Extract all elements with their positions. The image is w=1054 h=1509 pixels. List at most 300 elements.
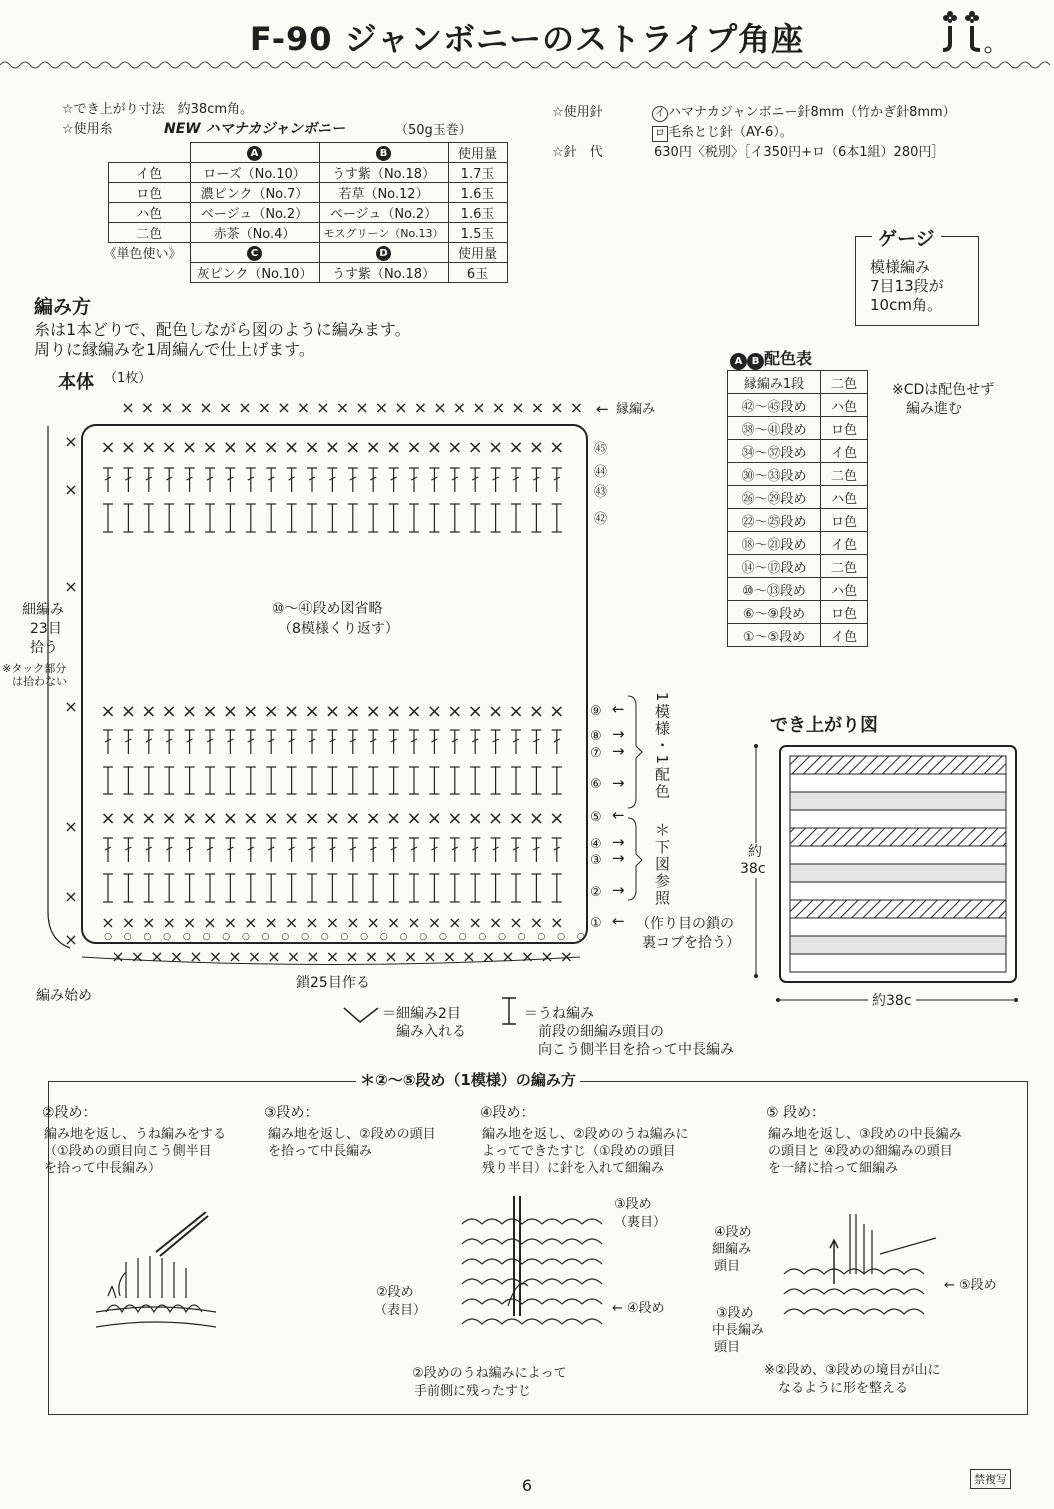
left-note-5: は拾わない	[12, 675, 67, 688]
fig3-note-2: なるように形を整える	[778, 1381, 909, 1396]
sc-stitch-mark: ×	[365, 437, 381, 458]
row-num: ⑦	[590, 746, 602, 761]
edge-stitch-mark: ×	[540, 947, 554, 966]
arrow-left-icon: ←	[612, 806, 625, 824]
chain-stitch-mark: ○	[222, 932, 231, 942]
edge-stitch-mark: ×	[481, 947, 496, 966]
row-color: ハ色	[109, 203, 191, 223]
fig2-label-7: 手前側に残ったすじ	[414, 1384, 532, 1399]
sc-stitch-mark: ×	[161, 808, 177, 829]
omitted-line-2: （8模様くり返す）	[278, 621, 399, 637]
cell-c: 灰ピンク（No.10）	[190, 263, 319, 283]
sc-stitch-mark: ×	[447, 808, 463, 829]
sc-stitch-mark: ×	[244, 913, 258, 932]
cell-amount: 1.6玉	[448, 203, 507, 223]
fig3-label-4: ← ⑤段め	[944, 1278, 997, 1293]
color-table-title	[730, 346, 812, 370]
row-num: ㊸	[594, 485, 608, 500]
edge-stitch-mark: ×	[257, 398, 272, 417]
yarn-label: ☆使用糸	[62, 122, 113, 137]
sc-stitch-mark: ×	[488, 808, 504, 829]
finished-diagram	[746, 740, 1024, 1010]
sc-stitch-mark: ×	[324, 701, 340, 722]
color-note-2: 編み進む	[906, 401, 962, 417]
edge-stitch-mark: ×	[150, 947, 164, 966]
edge-stitch-mark: ×	[64, 697, 78, 716]
sc-stitch-mark: ×	[407, 913, 421, 932]
fig2-label-4: （表目）	[374, 1303, 427, 1318]
needle-2-text: 毛糸とじ針（AY-6）。	[668, 125, 793, 140]
color-table-row	[728, 371, 868, 394]
edge-stitch-mark: ×	[228, 947, 242, 966]
chain-stitch-mark: ○	[557, 932, 566, 942]
ridge-stitch-symbol-icon	[498, 994, 520, 1028]
edge-stitch-mark: ×	[384, 947, 398, 966]
edge-stitch-mark: ×	[316, 398, 330, 417]
sc-stitch-mark: ×	[549, 701, 565, 722]
arrow-right-icon: →	[612, 725, 625, 743]
col-c-badge: C	[247, 246, 262, 261]
rows-cell: ⑥～⑨段め	[728, 601, 821, 624]
col-a-badge: A	[247, 146, 262, 161]
sc-stitch-mark: ×	[324, 808, 340, 829]
edge-stitch-mark: ×	[189, 947, 203, 966]
edge-stitch-mark: ×	[64, 817, 78, 836]
chain-stitch-mark: ○	[498, 932, 506, 942]
step4-title: ④段め：	[480, 1105, 535, 1121]
sc-stitch-mark: ×	[345, 701, 361, 722]
color-table-row	[728, 509, 868, 532]
sc-stitch-mark: ×	[284, 913, 299, 932]
color-table-row	[728, 555, 868, 578]
stripe-band	[790, 846, 1006, 864]
sc-stitch-mark: ×	[141, 437, 157, 458]
stripe-band	[790, 864, 1006, 882]
foundation-note-1: （作り目の鎖の	[636, 916, 734, 932]
edge-stitch-mark: ×	[64, 432, 78, 451]
lower-note: ＊下図参照	[653, 822, 671, 907]
step2-line-2: （①段めの頭目向こう側半目	[44, 1144, 212, 1159]
color-table-title-text: 配色表	[764, 349, 813, 368]
sc-stitch-mark: ×	[222, 437, 238, 458]
chain-stitch-mark: ○	[360, 932, 369, 942]
sc-stitch-mark: ×	[263, 808, 279, 829]
sc-stitch-mark: ×	[427, 913, 442, 932]
fig3-label-6: 中長編み	[712, 1323, 765, 1338]
sc-stitch-mark: ×	[243, 808, 259, 829]
stripe-band	[790, 756, 1006, 774]
left-note-3: 拾う	[30, 640, 58, 656]
sc-stitch-mark: ×	[345, 437, 361, 458]
edge-stitch-mark: ×	[199, 398, 213, 417]
step2-illustration	[86, 1212, 226, 1342]
cell-a: ベージュ（No.2）	[190, 203, 319, 223]
edge-stitch-mark: ×	[121, 398, 135, 417]
row-num: ⑥	[590, 777, 602, 792]
fig2-label-5-text: ④段め	[627, 1301, 665, 1316]
row-num: ⑤	[590, 810, 602, 825]
gauge-title: ゲージ	[872, 224, 941, 251]
step5-title: ⑤ 段め：	[766, 1105, 826, 1121]
cell-b: モスグリーン（No.13）	[319, 223, 448, 243]
row-color: ロ色	[109, 183, 191, 203]
sc-stitch-mark: ×	[549, 437, 565, 458]
fig3-label-2: 細編み	[712, 1242, 752, 1257]
rows-cell: ⑭～⑰段め	[728, 555, 821, 578]
edge-stitch-mark: ×	[169, 947, 184, 966]
sc-stitch-mark: ×	[284, 437, 300, 458]
edge-stitch-mark: ×	[208, 947, 223, 966]
needle-mark-ro: ロ	[652, 126, 668, 142]
fig3-label-5: ③段め	[716, 1306, 754, 1321]
left-note-4: ※タック部分	[2, 662, 67, 675]
row-num: ㊹	[594, 465, 608, 480]
step3-title: ③段め：	[264, 1105, 319, 1121]
edge-stitch-mark: ×	[160, 398, 174, 417]
copy-prohibited-stamp: 禁複写	[970, 1469, 1011, 1489]
fig2-label-1: ③段め	[614, 1197, 652, 1212]
sc-stitch-mark: ×	[426, 701, 442, 722]
edge-stitch-mark: ×	[433, 398, 447, 417]
cell-amount: 6玉	[448, 263, 507, 283]
yarn-unit: （50g玉巻）	[395, 123, 472, 138]
size-spec: ☆でき上がり寸法 約38cm角。	[62, 102, 254, 117]
edge-stitch-mark: ×	[64, 480, 78, 499]
stripe-band	[790, 882, 1006, 900]
step2-line-3: を拾って中長編み）	[44, 1161, 162, 1176]
sc-stitch-mark: ×	[263, 701, 279, 722]
color-cell: ハ色	[821, 578, 868, 601]
chain-stitch-mark: ○	[537, 932, 546, 942]
step5-line-3: を一緒に拾って細編み	[768, 1161, 899, 1176]
edge-stitch-mark: ×	[413, 398, 428, 417]
start-label: 編み始め	[36, 988, 92, 1004]
sc-stitch-mark: ×	[305, 913, 319, 932]
rows-cell: ㊳～㊶段め	[728, 417, 821, 440]
chain-stitch-mark: ○	[379, 932, 388, 942]
step5-illustration	[780, 1214, 940, 1338]
cell-a: ローズ（No.10）	[190, 163, 319, 183]
left-note-2: 23目	[30, 621, 62, 637]
method-line-1: 糸は1本どりで、配色しながら図のように編みます。	[34, 320, 411, 339]
sc-stitch-mark: ×	[528, 808, 544, 829]
yarn-brand: NEW ハマナカジャンボニー	[164, 121, 346, 137]
sc-stitch-mark: ×	[101, 913, 115, 932]
step3-line-1: 編み地を返し、②段めの頭目	[268, 1127, 436, 1142]
arrow-right-icon: →	[612, 742, 625, 760]
cell-amount: 1.6玉	[448, 183, 507, 203]
sc-stitch-mark: ×	[488, 701, 504, 722]
sc-stitch-mark: ×	[203, 913, 217, 932]
needle-1-text: ハマナカジャンボニー針8mm（竹かぎ針8mm）	[668, 105, 956, 120]
arrow-right-icon: →	[612, 849, 625, 867]
arrow-right-icon: →	[612, 881, 625, 899]
stripe-band	[790, 918, 1006, 936]
chain-stitch-mark: ○	[301, 932, 309, 942]
sc-stitch-mark: ×	[324, 437, 340, 458]
edge-stitch-mark: ×	[569, 398, 584, 417]
stripe-band	[790, 936, 1006, 954]
rows-cell: ⑩～⑬段め	[728, 578, 821, 601]
sc-stitch-mark: ×	[161, 437, 177, 458]
edge-stitch-mark: ×	[491, 398, 506, 417]
chain-stitch-mark: ○	[123, 932, 132, 942]
chain-stitch-mark: ○	[241, 932, 250, 942]
sc-stitch-mark: ×	[448, 913, 462, 932]
sc-stitch-mark: ×	[202, 808, 218, 829]
sc-stitch-mark: ×	[182, 808, 198, 829]
color-cell: イ色	[821, 624, 868, 647]
needle-label: ☆使用針	[552, 105, 603, 120]
legend-t-1: ＝うね編み	[524, 1006, 594, 1022]
sc-stitch-mark: ×	[406, 437, 422, 458]
color-cell: 二色	[821, 463, 868, 486]
row-num: ㊷	[594, 512, 608, 527]
edge-stitch-mark: ×	[394, 398, 408, 417]
fig3-label-7: 頭目	[714, 1340, 741, 1355]
sc-stitch-mark: ×	[142, 913, 156, 932]
cell-b: 若草（No.12）	[319, 183, 448, 203]
edge-stitch-mark: ×	[238, 398, 252, 417]
edge-stitch-mark: ×	[403, 947, 418, 966]
sc-stitch-mark: ×	[100, 437, 116, 458]
edge-stitch-mark: ×	[179, 398, 194, 417]
step2-line-1: 編み地を返し、うね編みをする	[44, 1127, 227, 1142]
sc-stitch-mark: ×	[120, 701, 136, 722]
sc-stitch-mark: ×	[549, 808, 565, 829]
step4-illustration	[458, 1196, 608, 1346]
stripe-band	[790, 954, 1006, 972]
sc-stitch-mark: ×	[508, 701, 524, 722]
sc-stitch-mark: ×	[447, 437, 463, 458]
edge-stitch-mark: ×	[364, 947, 379, 966]
sc-stitch-mark: ×	[202, 437, 218, 458]
sc-stitch-mark: ×	[325, 913, 340, 932]
color-cell: 二色	[821, 555, 868, 578]
steps-title: ＊②～⑤段め（1模様）の編み方	[356, 1071, 580, 1090]
edge-stitch-mark: ×	[64, 930, 78, 949]
sc-stitch-mark: ×	[365, 701, 381, 722]
edge-stitch-mark: ×	[374, 398, 389, 417]
badge-a: A	[730, 353, 747, 370]
sc-stitch-mark: ×	[182, 913, 197, 932]
sc-stitch-mark: ×	[121, 913, 136, 932]
edge-label: 縁編み	[616, 402, 656, 417]
edge-stitch-mark: ×	[296, 398, 311, 417]
amount-header: 使用量	[448, 143, 507, 163]
sc-stitch-mark: ×	[509, 913, 523, 932]
edge-stitch-mark: ×	[520, 947, 535, 966]
needle-mark-i: イ	[652, 106, 668, 122]
sc-stitch-mark: ×	[284, 808, 300, 829]
edge-stitch-mark: ×	[452, 398, 467, 417]
edge-stitch-mark: ×	[111, 947, 125, 966]
method-heading: 編み方	[34, 296, 92, 318]
edge-stitch-mark: ×	[306, 947, 320, 966]
rows-cell: ㊷～㊺段め	[728, 394, 821, 417]
chain-stitch-mark: ○	[576, 932, 585, 942]
cell-b: うす紫（No.18）	[319, 163, 448, 183]
cell-a: 赤茶（No.4）	[190, 223, 319, 243]
rows-cell: ㉞～㊲段め	[728, 440, 821, 463]
cell-a: 濃ピンク（No.7）	[190, 183, 319, 203]
row-num: ③	[590, 853, 602, 868]
sc-stitch-mark: ×	[426, 437, 442, 458]
edge-stitch-mark: ×	[64, 887, 78, 906]
badge-b: B	[747, 353, 764, 370]
bracket-lines	[626, 694, 646, 914]
sc-stitch-mark: ×	[243, 701, 259, 722]
sc-stitch-mark: ×	[528, 437, 544, 458]
brand-logo	[938, 6, 996, 56]
edge-stitch-mark: ×	[462, 947, 476, 966]
sc-stitch-mark: ×	[345, 808, 361, 829]
color-cell: ロ色	[821, 417, 868, 440]
arrow-right-icon: →	[612, 774, 625, 792]
edge-stitch-mark: ×	[64, 577, 78, 596]
amount-header: 使用量	[448, 243, 507, 263]
color-table-row	[728, 578, 868, 601]
row-num: ⑧	[590, 729, 602, 744]
chain-stitch-mark: ○	[478, 932, 487, 942]
sc-stitch-mark: ×	[263, 437, 279, 458]
sc-stitch-mark: ×	[346, 913, 360, 932]
stripe-band	[790, 774, 1006, 792]
width-label: 約38c	[868, 992, 916, 1010]
fig2-label-2: （裏目）	[614, 1215, 667, 1230]
step2-title: ②段め：	[42, 1105, 97, 1121]
decorative-border	[0, 58, 1054, 72]
color-cell: ハ色	[821, 394, 868, 417]
chain-stitch-mark: ○	[261, 932, 270, 942]
chain-stitch-mark: ○	[517, 932, 526, 942]
edge-stitch-mark: ×	[325, 947, 340, 966]
sc-stitch-mark: ×	[141, 701, 157, 722]
sc-stitch-mark: ×	[386, 701, 402, 722]
row-color: イ色	[109, 163, 191, 183]
yarn-table	[103, 142, 508, 283]
needle-1	[652, 104, 956, 122]
color-table-row	[728, 463, 868, 486]
edge-stitch-mark: ×	[530, 398, 545, 417]
sc-stitch-mark: ×	[284, 701, 300, 722]
stripe-band	[790, 810, 1006, 828]
edge-stitch-mark: ×	[355, 398, 369, 417]
edge-stitch-mark: ×	[442, 947, 457, 966]
chain-stitch-mark: ○	[320, 932, 329, 942]
chain-stitch-mark: ○	[182, 932, 191, 942]
color-cell: ロ色	[821, 509, 868, 532]
edge-stitch-mark: ×	[559, 947, 574, 966]
row-num: ㊺	[594, 442, 608, 457]
edge-stitch-mark: ×	[218, 398, 233, 417]
edge-stitch-mark: ×	[511, 398, 525, 417]
rows-cell: ⑱～㉑段め	[728, 532, 821, 555]
edge-stitch-mark: ×	[423, 947, 437, 966]
chain-stitch-mark: ○	[399, 932, 408, 942]
col-b-badge: B	[376, 146, 391, 161]
sc-stitch-mark: ×	[467, 808, 483, 829]
sc-stitch-mark: ×	[467, 437, 483, 458]
chain-stitch-mark: ○	[419, 932, 428, 942]
fig2-label-3: ②段め	[376, 1285, 414, 1300]
stripe-band	[790, 900, 1006, 918]
page-title: F-90 ジャンボニーのストライプ角座	[249, 20, 805, 58]
stripe-band	[790, 828, 1006, 846]
sc-stitch-mark: ×	[550, 913, 564, 932]
sc-stitch-mark: ×	[468, 913, 482, 932]
sc-stitch-mark: ×	[100, 701, 116, 722]
fig3-label-3: 頭目	[714, 1259, 741, 1274]
rows-cell: ㉒～㉕段め	[728, 509, 821, 532]
fig3-label-4-text: ⑤段め	[959, 1278, 997, 1293]
sc-stitch-mark: ×	[141, 808, 157, 829]
page-number: 6	[521, 1476, 533, 1495]
foundation-note-2: 裏コブを拾う）	[642, 935, 740, 951]
height-label-1: 約	[748, 844, 762, 860]
color-cell: イ色	[821, 440, 868, 463]
gauge-line-1: 模様編み	[870, 258, 931, 276]
sc-stitch-mark: ×	[488, 437, 504, 458]
sc-stitch-mark: ×	[161, 701, 177, 722]
color-table-row	[728, 601, 868, 624]
method-line-2: 周りに縁編みを1周編んで仕上げます。	[34, 340, 315, 359]
legend-v-1: ＝細編み2目	[382, 1006, 461, 1022]
sc-stitch-mark: ×	[529, 913, 544, 932]
edge-stitch-mark: ×	[345, 947, 359, 966]
fig3-label-1: ④段め	[714, 1225, 752, 1240]
row-num: ④	[590, 837, 602, 852]
arrow-left-icon: ←	[612, 700, 625, 718]
sc-stitch-mark: ×	[528, 701, 544, 722]
price-value: 630円〈税別〉［イ350円+ロ（6本1組）280円］	[654, 145, 945, 160]
pattern-note: 1模様・1配色	[653, 692, 671, 801]
chain-stitch-mark: ○	[104, 932, 112, 942]
sc-stitch-mark: ×	[406, 808, 422, 829]
finished-title: でき上がり図	[770, 715, 878, 736]
color-cell: ロ色	[821, 601, 868, 624]
cell-amount: 1.5玉	[448, 223, 507, 243]
sc-stitch-mark: ×	[366, 913, 380, 932]
v-stitch-symbol-icon	[342, 1004, 382, 1026]
sc-stitch-mark: ×	[243, 437, 259, 458]
edge-stitch-mark: ×	[550, 398, 564, 417]
needle-2	[652, 124, 793, 142]
chain-stitch-mark: ○	[202, 932, 211, 942]
row-color: 二色	[109, 223, 191, 243]
sc-stitch-mark: ×	[120, 808, 136, 829]
sc-stitch-mark: ×	[202, 701, 218, 722]
height-label-2: 38c	[740, 861, 766, 877]
color-table-row	[728, 417, 868, 440]
gauge-line-3: 10cm角。	[870, 296, 942, 314]
left-note-1: 細編み	[22, 602, 64, 618]
legend-t-2: 前段の細編み頭目の	[538, 1024, 664, 1040]
step4-line-1: 編み地を返し、②段めのうね編みに	[482, 1127, 689, 1142]
step4-line-2: よってできたすじ（①段めの頭目	[482, 1144, 676, 1159]
legend-t-3: 向こう側半目を拾って中長編み	[538, 1042, 734, 1058]
color-table-row	[728, 440, 868, 463]
edge-stitch-mark: ×	[247, 947, 262, 966]
color-table-row	[728, 394, 868, 417]
arrow-left-icon: ←	[596, 400, 609, 418]
cell-b: ベージュ（No.2）	[319, 203, 448, 223]
col-d-badge: D	[376, 246, 391, 261]
sc-stitch-mark: ×	[304, 701, 320, 722]
color-note-1: ※CDは配色せず	[892, 382, 995, 398]
step5-line-1: 編み地を返し、③段めの中長編み	[768, 1127, 962, 1142]
sc-stitch-mark: ×	[488, 913, 503, 932]
